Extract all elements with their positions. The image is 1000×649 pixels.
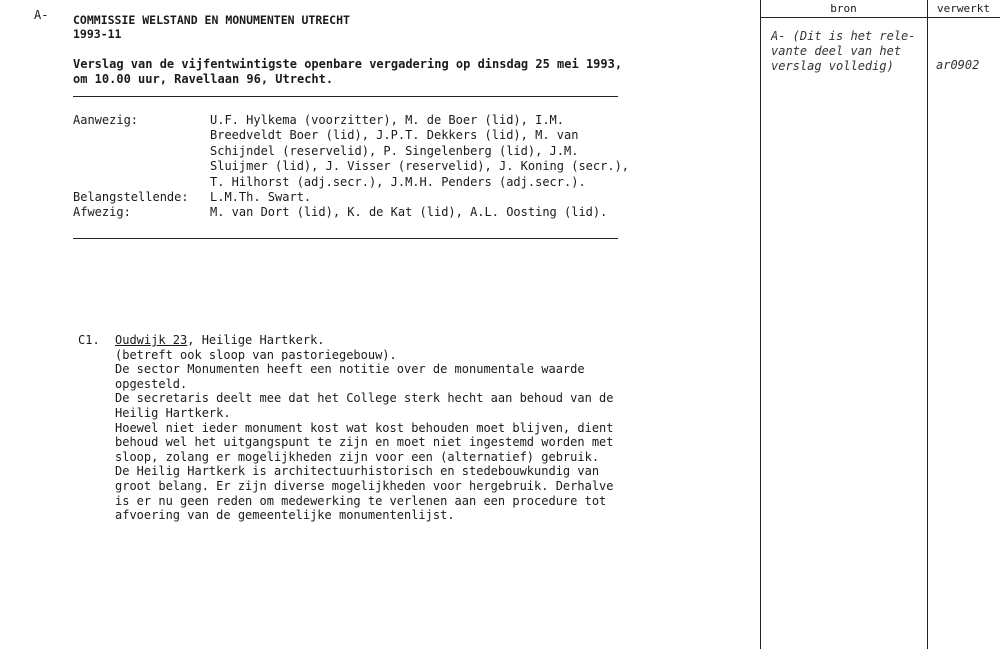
meeting-subject — [73, 57, 622, 87]
agenda-item-number: C1. — [78, 333, 100, 347]
subject-line-1: Verslag van de vijfentwintigste openbare vergadering op dinsdag 25 mei 1993, — [73, 57, 623, 71]
interested-label: Belangstellende: — [73, 189, 189, 204]
item-line: sloop, zolang er mogelijkheden zijn voor een (alternatief) gebruik. — [115, 449, 600, 464]
present-line: Breedveldt Boer (lid), J.P.T. Dekkers (lid), M. van — [210, 128, 579, 143]
note-line: vante deel van het — [771, 44, 902, 58]
subject-line-2: om 10.00 uur, Ravellaan 96, Utrecht. — [73, 72, 334, 86]
present-line: Schijndel (reservelid), P. Singelenberg (lid), J.M. — [210, 143, 579, 158]
verwerkt-column-header: verwerkt — [937, 2, 990, 15]
divider-bottom — [73, 238, 618, 239]
present-line: Sluijmer (lid), J. Visser (reservelid), J. Koning (secr.), — [210, 159, 630, 174]
margin-column-border — [760, 0, 761, 649]
item-line: De Heilig Hartkerk is architectuurhistorisch en stedebouwkundig van — [115, 464, 600, 479]
report-number: 1993-11 — [73, 27, 122, 41]
divider-top — [73, 96, 618, 97]
item-line: Hoewel niet ieder monument kost wat kost behouden moet blijven, dient — [115, 420, 614, 435]
committee-name: COMMISSIE WELSTAND EN MONUMENTEN UTRECHT — [73, 13, 350, 27]
present-line: T. Hilhorst (adj.secr.), J.M.H. Penders (adj.secr.). — [210, 174, 586, 189]
corner-mark: A- — [34, 8, 49, 22]
item-line: afvoering van de gemeentelijke monumentenlijst. — [115, 508, 455, 523]
item-line: is er nu geen reden om medewerking te verlenen aan een procedure tot — [115, 493, 607, 508]
item-line: De sector Monumenten heeft een notitie over de monumentale waarde — [115, 362, 585, 377]
bron-column-header: bron — [830, 2, 857, 15]
item-line: opgesteld. — [115, 376, 188, 391]
verwerkt-column-border — [927, 0, 928, 649]
note-line: verslag volledig) — [771, 59, 894, 73]
archive-code: ar0902 — [936, 58, 980, 72]
absent-label: Afwezig: — [73, 205, 131, 220]
interested-value: L.M.Th. Swart. — [210, 190, 312, 205]
agenda-item-body — [115, 333, 614, 523]
attendance-labels — [73, 113, 189, 221]
item-building: , Heilige Hartkerk. — [187, 333, 325, 347]
margin-header-rule — [760, 17, 1000, 18]
document-header — [73, 13, 350, 41]
item-line: (betreft ook sloop van pastoriegebouw). — [115, 347, 397, 362]
item-line: behoud wel het uitgangspunt te zijn en moet niet ingestemd worden met — [115, 435, 614, 450]
item-line: De secretaris deelt mee dat het College sterk hecht aan behoud van de — [115, 391, 614, 406]
note-line: A- (Dit is het rele- — [771, 29, 916, 43]
present-label: Aanwezig: — [73, 113, 139, 127]
item-line: Heilig Hartkerk. — [115, 405, 231, 420]
item-address: Oudwijk 23 — [115, 333, 188, 347]
source-note — [771, 29, 916, 74]
item-line: groot belang. Er zijn diverse mogelijkheden voor hergebruik. Derhalve — [115, 478, 614, 493]
present-line: U.F. Hylkema (voorzitter), M. de Boer (lid), I.M. — [210, 113, 565, 127]
attendance-values — [210, 113, 629, 221]
agenda-item-title — [115, 333, 614, 348]
absent-value: M. van Dort (lid), K. de Kat (lid), A.L. Oosting (lid). — [210, 205, 608, 220]
